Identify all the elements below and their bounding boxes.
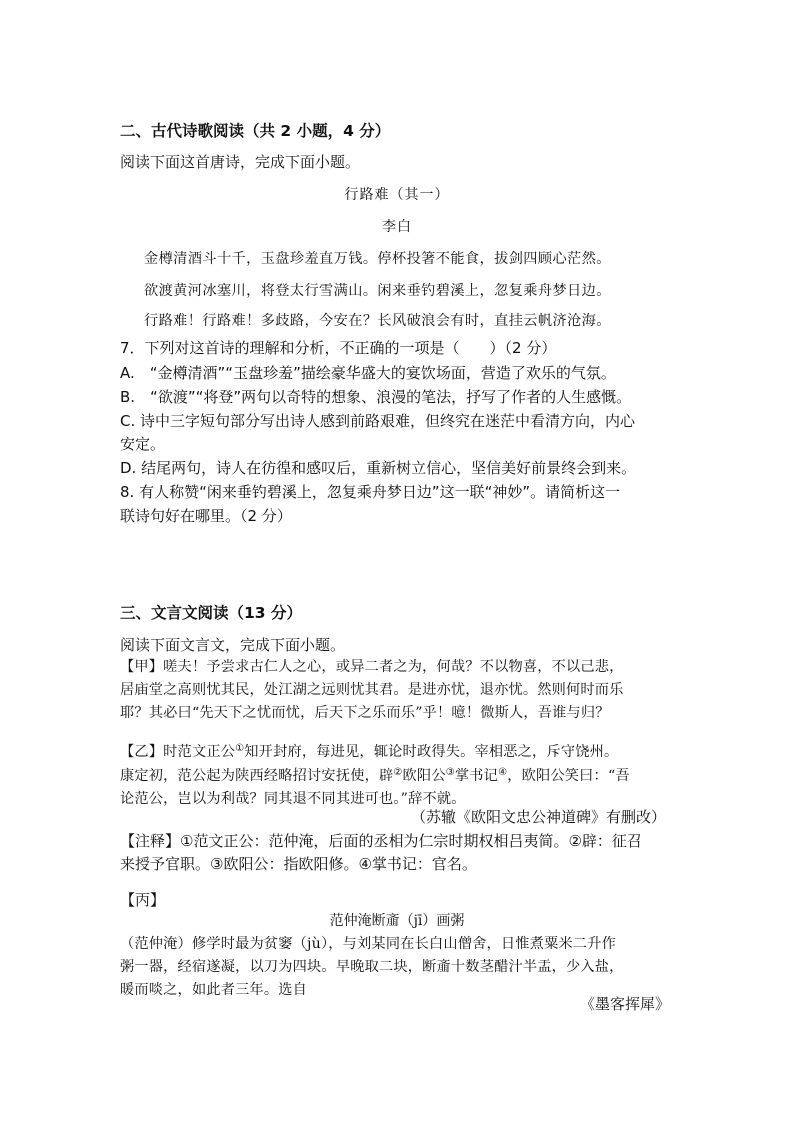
- text-yi-segment: 掌书记: [454, 768, 499, 784]
- text-bing-title: 范仲淹断齑（jī）画粥: [329, 913, 465, 929]
- note-marker: ③: [445, 767, 455, 778]
- text-bing-line-2: 粥一器，经宿遂凝，以刀为四块。早晚取二块，断齑十数茎醋汁半盂，少入盐，: [120, 959, 624, 975]
- text-yi-segment: 知开封府，每进见，辄论时政得失。宰相恶之，斥守饶州。: [244, 744, 619, 760]
- poem-line: 金樽清酒斗十千，玉盘珍羞直万钱。停杯投箸不能食，拔剑四顾心茫然。: [144, 251, 611, 267]
- text-bing-label: 【丙】: [120, 891, 166, 909]
- question-7-option-c: C. 诗中三字短句部分写出诗人感到前路艰难，但终究在迷茫中看清方向，内心: [120, 412, 636, 430]
- question-7-option-b: B. “欲渡”“将登”两句以奇特的想象、浪漫的笔法，抒写了作者的人生感慨。: [120, 388, 632, 406]
- poem-line: 行路难！行路难！多歧路，今安在？长风破浪会有时，直挂云帆济沧海。: [144, 313, 611, 329]
- text-yi-line-3: 论范公，岂以为利哉？同其退不同其进可也。”辞不就。: [120, 791, 466, 807]
- text-yi-segment: 康定初，范公起为陕西经略招讨安抚使，辟: [120, 768, 394, 784]
- text-jia-line-3: 耶？其必曰“先天下之忧而忧，后天下之乐而乐”乎！噫！微斯人，吾谁与归？: [120, 705, 610, 721]
- text-yi-source: （苏辙《欧阳文忠公神道碑》有删改）: [410, 808, 666, 826]
- question-7-option-d: D. 结尾两句，诗人在彷徨和感叹后，重新树立信心，坚信美好前景终会到来。: [120, 459, 637, 477]
- poem-author: 李白: [382, 219, 412, 235]
- poem-line: 欲渡黄河冰塞川，将登太行雪满山。闲来垂钓碧溪上，忽复乘舟梦日边。: [144, 283, 611, 299]
- question-7-stem: 7．下列对这首诗的理解和分析，不正确的一项是（ ）（2 分）: [120, 339, 557, 357]
- text-yi-segment: 时范文正公: [163, 744, 236, 760]
- text-jia-line-1: 【甲】嗟夫！予尝求古仁人之心，或异二者之为，何哉？不以物喜，不以己悲，: [120, 659, 624, 675]
- text-yi-segment: 欧阳公: [402, 768, 446, 784]
- text-yi-segment: ，欧阳公笑曰：“吾: [507, 768, 630, 784]
- text-bing-source: 《墨客挥犀》: [579, 995, 670, 1013]
- note-marker: ②: [393, 767, 403, 778]
- question-7-option-c-cont: 安定。: [120, 435, 166, 453]
- question-8-line-1: 8. 有人称赞“闲来垂钓碧溪上，忽复乘舟梦日边”这一联“神妙”。请简析这一: [120, 483, 621, 501]
- text-yi-line-1: [120, 745, 618, 759]
- section-2-heading: 二、古代诗歌阅读（共 2 小题，4 分）: [120, 122, 391, 140]
- section-2-intro: 阅读下面这首唐诗，完成下面小题。: [120, 153, 361, 171]
- text-bing-line-1: （范仲淹）修学时最为贫窭（jù），与刘某同在长白山僧舍，日惟煮粟米二升作: [120, 936, 617, 952]
- text-jia-line-2: 居庙堂之高则忧其民，处江湖之远则忧其君。是进亦忧，退亦忧。然则何时而乐: [120, 682, 624, 698]
- question-8-line-2: 联诗句好在哪里。（2 分）: [120, 507, 292, 525]
- text-yi-line-2: [120, 769, 630, 783]
- poem-title: 行路难（其一）: [344, 187, 450, 203]
- section-3-heading: 三、文言文阅读（13 分）: [120, 604, 302, 622]
- annotation-line-1: 【注释】①范文正公：范仲淹，后面的丞相为仁宗时期权相吕夷简。②辟：征召: [120, 832, 642, 850]
- annotation-line-2: 来授予官职。③欧阳公：指欧阳修。④掌书记：官名。: [120, 855, 477, 873]
- section-3-intro: 阅读下面文言文，完成下面小题。: [120, 636, 346, 654]
- text-bing-line-3: 暖而啖之，如此者三年。选自: [120, 982, 308, 998]
- note-marker: ①: [235, 743, 245, 754]
- text-yi-label: 【乙】: [120, 744, 164, 760]
- question-7-option-a: A. “金樽清酒”“玉盘珍羞”描绘豪华盛大的宴饮场面，营造了欢乐的气氛。: [120, 364, 616, 382]
- note-marker: ④: [498, 767, 508, 778]
